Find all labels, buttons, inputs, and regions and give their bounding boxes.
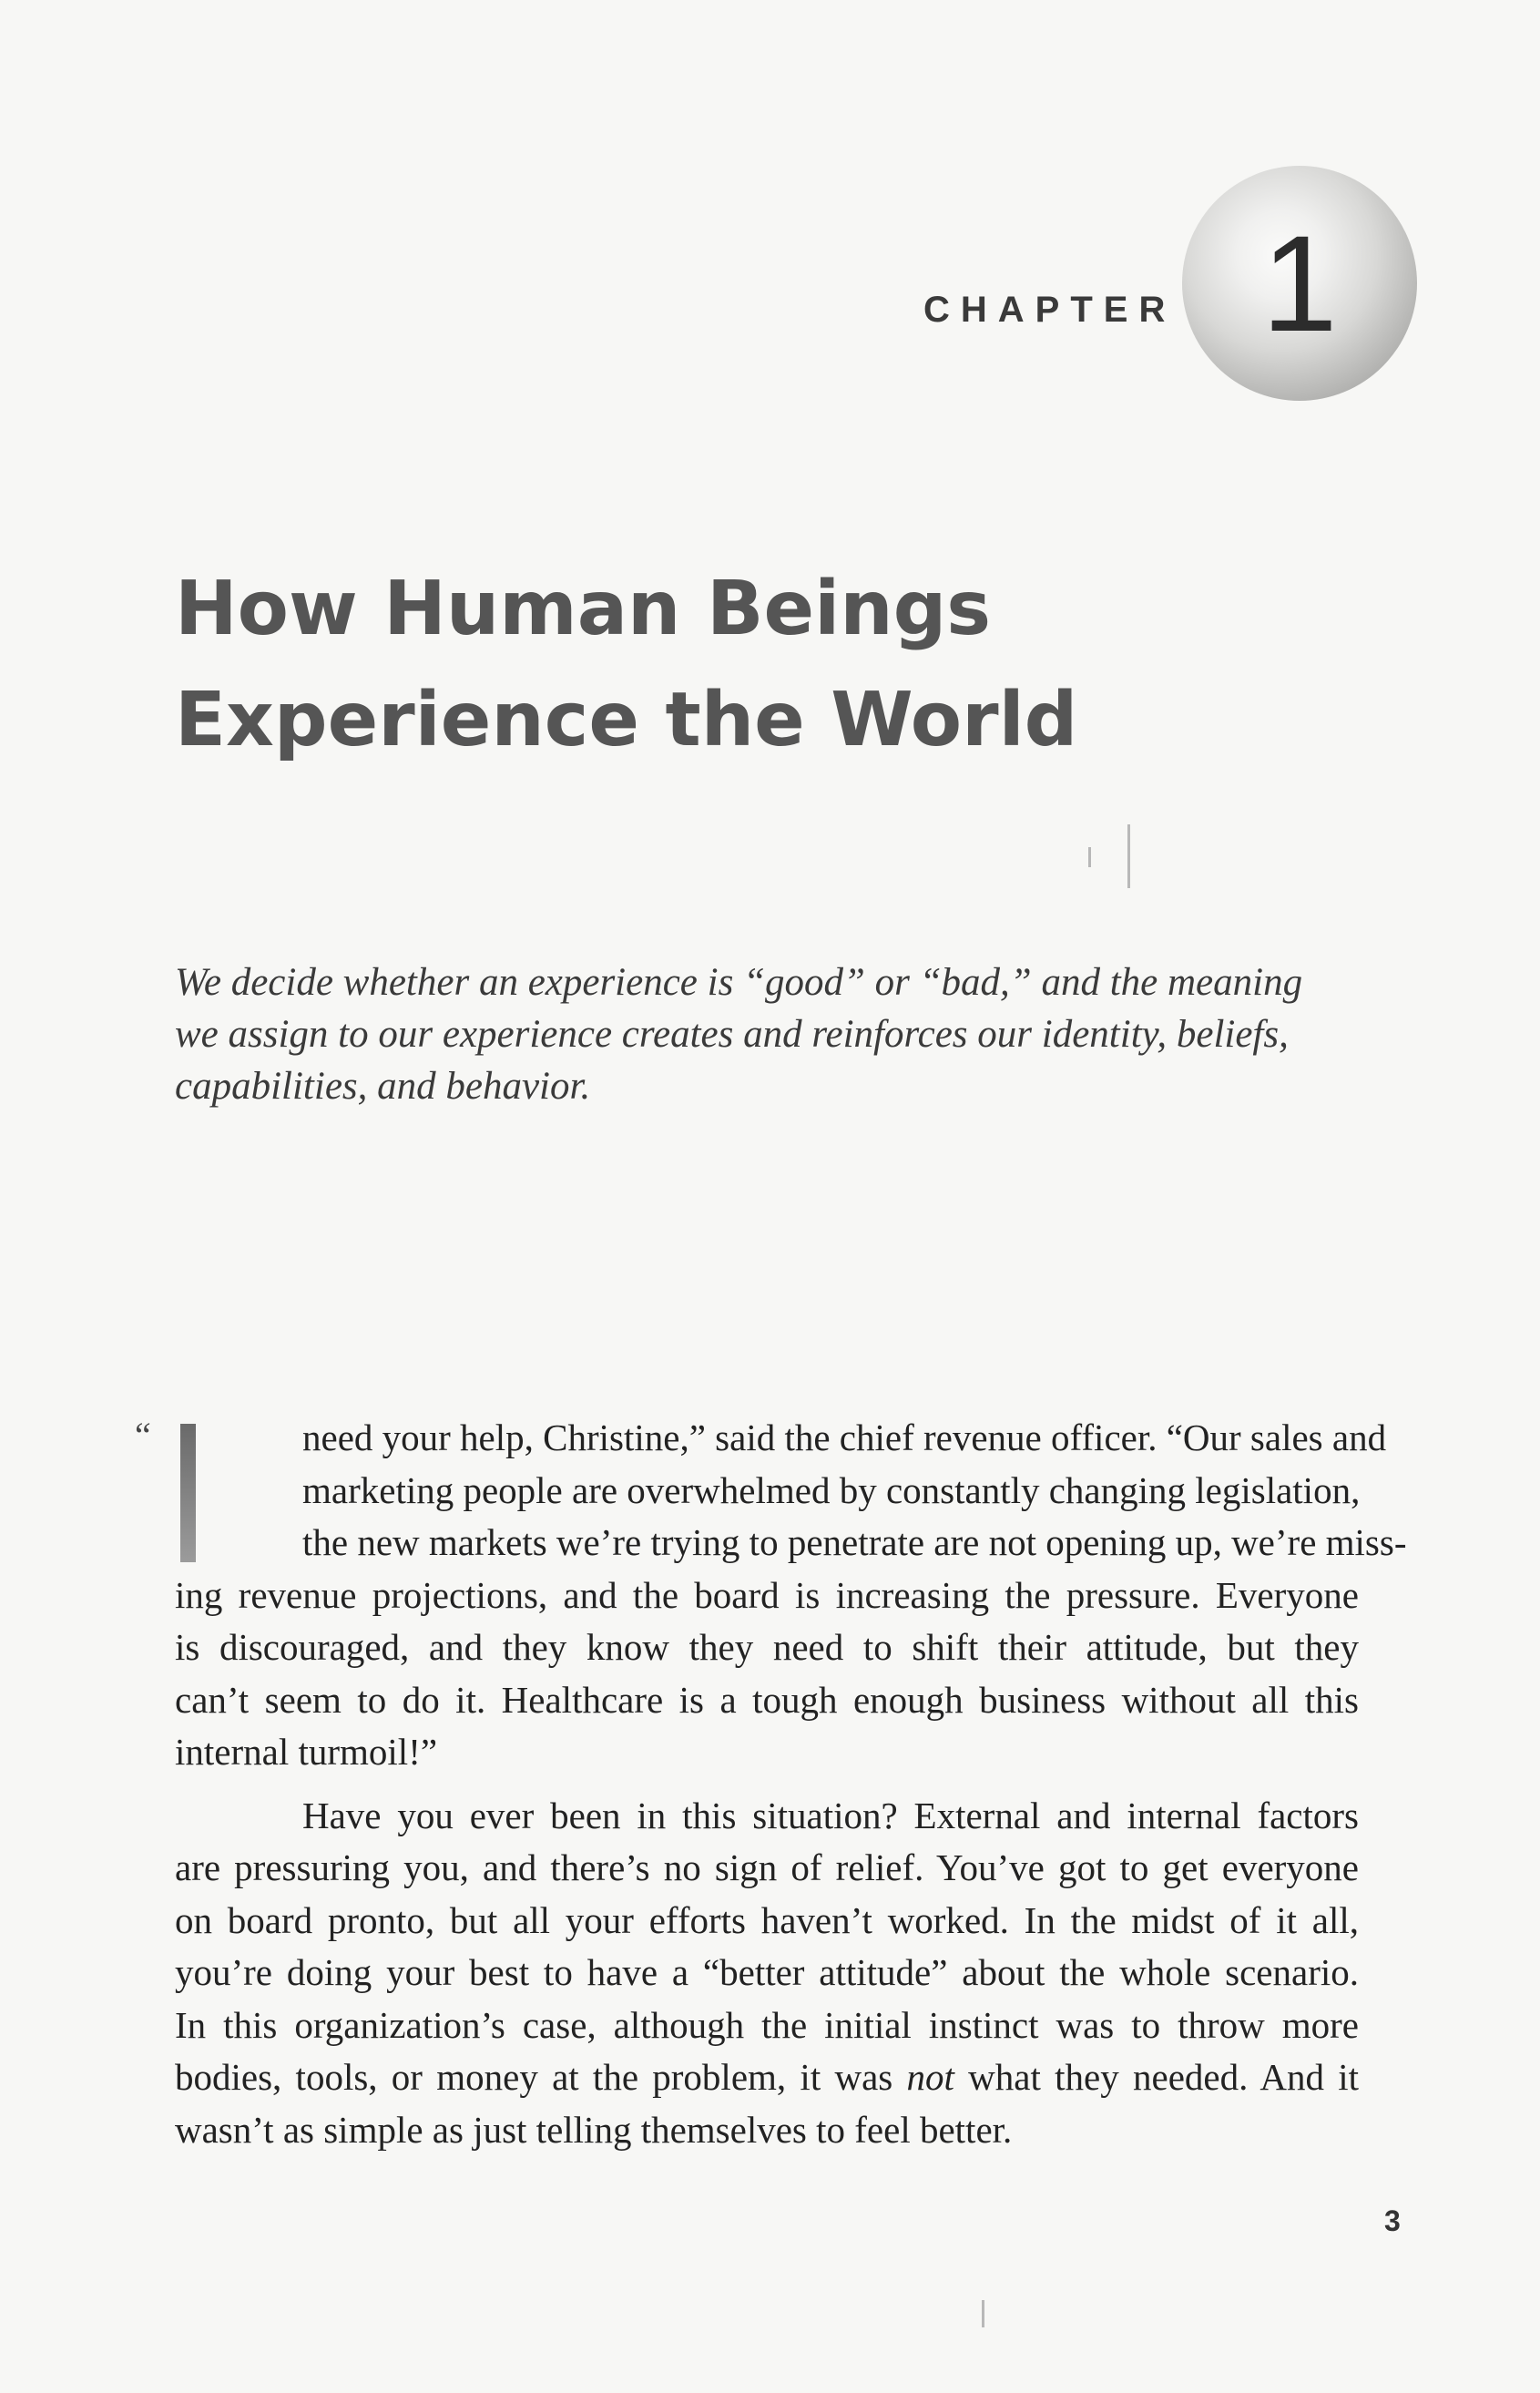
body-line: on board pronto, but all your efforts haven’t worked. In the midst of it all, (175, 1898, 1359, 1941)
opening-quote-mark: “ (135, 1415, 151, 1456)
body-line: Have you ever been in this situation? External and internal factors (302, 1794, 1359, 1836)
chapter-title-line: How Human Beings (175, 566, 992, 652)
body-line: internal turmoil!” (175, 1731, 438, 1773)
chapter-title-line: Experience the World (175, 677, 1078, 763)
epigraph-line: capabilities, and behavior. (175, 1065, 591, 1108)
body-text (175, 1412, 1407, 2156)
body-line: is discouraged, and they know they need to shift their attitude, but they (175, 1626, 1359, 1668)
scan-speck (1127, 824, 1130, 888)
chapter-number: 1 (1261, 206, 1338, 360)
epigraph (175, 956, 1359, 1112)
chapter-title (175, 554, 1268, 776)
body-line: ing revenue projections, and the board is increasing the pressure. Everyone (175, 1573, 1359, 1616)
chapter-label: CHAPTER (923, 290, 1177, 330)
scan-speck (1088, 847, 1091, 867)
body-line: need your help, Christine,” said the chief revenue officer. “Our sales and (302, 1416, 1387, 1458)
body-line: are pressuring you, and there’s no sign of relief. You’ve got to get everyone (175, 1846, 1359, 1888)
body-line: wasn’t as simple as just telling themselves to feel better. (175, 2108, 1013, 2151)
body-line: marketing people are overwhelmed by constantly changing legislation, (302, 1468, 1361, 1511)
body-line: the new markets we’re trying to penetrate are not opening up, we’re miss- (302, 1521, 1407, 1563)
scan-speck (982, 2300, 984, 2327)
body-line (175, 2051, 1359, 2104)
emphasized-word: not (906, 2056, 954, 2098)
body-line: you’re doing your best to have a “better attitude” about the whole scenario. (175, 1951, 1359, 1993)
body-text-run: what they needed. And it (954, 2056, 1359, 2098)
page-number: 3 (1384, 2204, 1401, 2237)
body-line: In this organization’s case, although the initial instinct was to throw more (175, 2003, 1359, 2046)
epigraph-line: we assign to our experience creates and reinforces our identity, beliefs, (175, 1013, 1289, 1056)
body-line: can’t seem to do it. Healthcare is a tough enough business without all this (175, 1678, 1359, 1721)
chapter-number-badge (1182, 166, 1417, 401)
body-text-run: bodies, tools, or money at the problem, it was (175, 2056, 907, 2098)
epigraph-line: We decide whether an experience is “good” or “bad,” and the meaning (175, 961, 1303, 1004)
